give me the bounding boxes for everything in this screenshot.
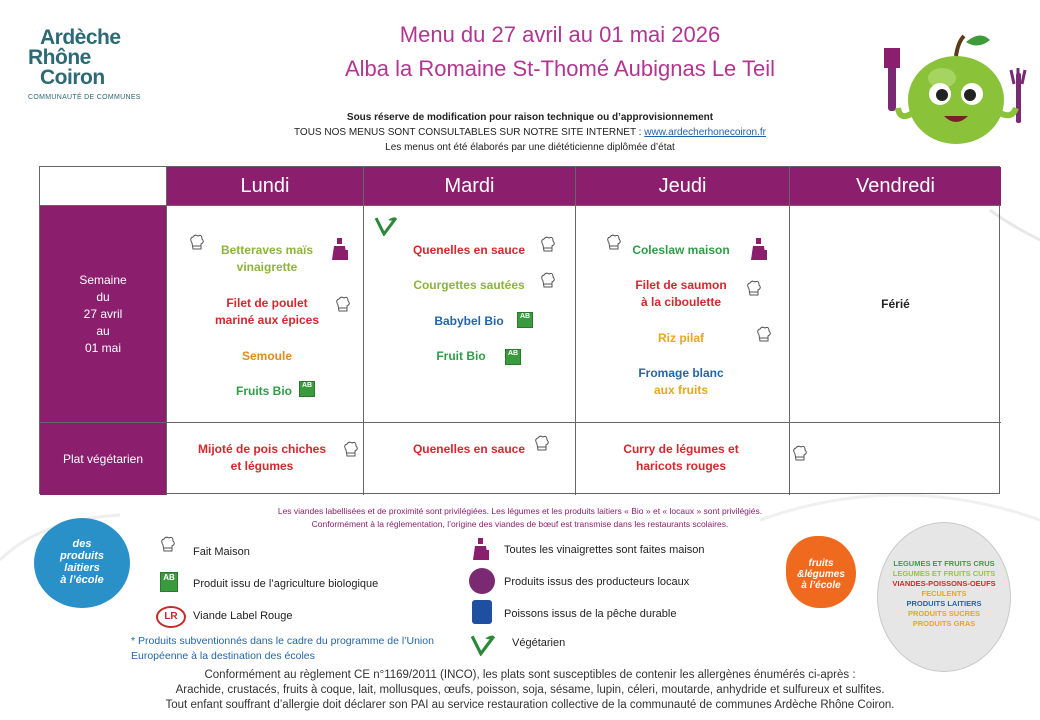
chef-hat-icon [756,326,772,344]
lundi-dish-2b: mariné aux épices [214,313,320,327]
vegetarian-leaf-icon [470,634,496,656]
jeudi-dish-2b: à la ciboulette [640,295,722,309]
food-group-7: PRODUITS GRAS [912,619,976,628]
laitiers-line-a: des [72,538,92,550]
veg-label: Plat végétarien [40,423,167,495]
chef-hat-icon [540,236,556,254]
fruits-line-b: &légumes [797,569,845,580]
lundi-veg-dish [187,441,337,475]
legend-producteurs-locaux: Produits issus des producteurs locaux [504,576,690,588]
legend-bio: Produit issu de l’agriculture biologique [193,578,379,590]
lundi-menu-cell [167,206,364,423]
lundi-veg-b: et légumes [230,459,294,473]
food-group-6: PRODUITS SUCRES [907,609,981,618]
note-beef-origin: Conformément à la réglementation, l’origine des viandes de bœuf est transmise dans les restaurants scolaires. [311,519,729,529]
header-lundi: Lundi [167,167,364,206]
vendredi-menu-cell [790,206,1001,423]
jeudi-menu-cell [576,206,790,423]
week-label-1: Semaine [79,272,127,287]
legend-vegetarien: Végétarien [512,637,566,649]
dietitian-line: Les menus ont été élaborés par une diététicienne diplômée d’état [385,142,675,153]
lundi-dish-1b: vinaigrette [236,260,298,274]
week-label-5: 01 mai [84,340,122,355]
mardi-dish-4: Fruit Bio [436,349,486,363]
bio-icon: AB [517,312,533,328]
chef-hat-icon [534,435,550,453]
week-label-3: 27 avril [83,306,123,321]
logo-line2: Rhône [28,46,91,69]
footer-pai: Tout enfant souffrant d’allergie doit déclarer son PAI au service restauration collective de la communauté de communes Ardèche Rhône Coiron. [165,699,895,711]
vinaigrette-bottle-icon [750,238,768,260]
legend-peche-durable: Poissons issus de la pêche durable [504,608,677,620]
bio-icon: AB [505,349,521,365]
jeudi-veg-b: haricots rouges [635,459,727,473]
website-line [200,127,860,138]
fruits-legumes-badge [786,536,856,608]
jeudi-dish-4 [616,365,746,399]
fruits-line-c: à l’école [801,580,841,591]
food-group-4: FECULENTS [921,589,967,598]
food-group-5: PRODUITS LAITIERS [906,599,982,608]
jeudi-dish-2a: Filet de saumon [635,278,727,292]
header-empty-cell [40,167,167,206]
food-group-3: VIANDES-POISSONS-OEUFS [892,579,996,588]
legend-vinaigrettes: Toutes les vinaigrettes sont faites maison [504,544,705,556]
mardi-dish-2: Courgettes sautées [413,278,525,292]
lundi-dish-2 [197,295,337,329]
jeudi-veg-a: Curry de légumes et [623,442,739,456]
week-label [40,206,167,423]
website-link[interactable]: www.ardecherhonecoiron.fr [644,127,766,138]
label-rouge-icon: LR [156,606,186,628]
legend-subvention-b: Européenne à la destination des écoles [131,650,315,662]
week-label-4: au [96,323,110,338]
lundi-veg-a: Mijoté de pois chiches [197,442,327,456]
jeudi-veg-dish [606,441,756,475]
jeudi-dish-4b: aux fruits [653,383,708,397]
chef-hat-icon [160,536,176,554]
vinaigrette-bottle-icon [331,238,349,260]
jeudi-dish-3: Riz pilaf [657,331,704,345]
footer-allergen-reg: Conformément au règlement CE n°1169/2011 (INCO), les plats sont susceptibles de contenir les allergènes énumérés ci-après : [204,669,856,681]
chef-hat-icon [343,441,359,459]
lundi-dish-4: Fruits Bio [236,384,292,398]
bio-icon: AB [299,381,315,397]
jeudi-veg-cell [576,423,790,495]
produits-laitiers-badge [34,518,130,608]
week-label-2: du [96,289,110,304]
lundi-dish-1a: Betteraves maïs [220,243,314,257]
laitiers-line-b: produits [60,550,104,562]
jeudi-dish-4a: Fromage blanc [638,366,724,380]
mardi-menu-cell [364,206,576,423]
vinaigrette-bottle-icon [472,538,490,560]
logo-subtitle: COMMUNAUTÉ DE COMMUNES [28,94,141,101]
fruits-line-a: fruits [808,558,834,569]
website-prefix: TOUS NOS MENUS SONT CONSULTABLES SUR NOTRE SITE INTERNET : [294,127,645,138]
lundi-dish-2a: Filet de poulet [226,296,308,310]
jeudi-dish-2 [616,277,746,311]
food-group-2: LEGUMES ET FRUITS CUITS [892,569,996,578]
vendredi-ferie: Férié [881,297,910,311]
header-jeudi: Jeudi [576,167,790,206]
mardi-dish-3: Babybel Bio [434,314,504,328]
logo-line1: Ardèche [40,26,121,49]
lundi-dish-3: Semoule [241,349,292,363]
chef-hat-icon [540,272,556,290]
vegetarian-leaf-icon [374,216,398,236]
legend-label-rouge: Viande Label Rouge [193,610,293,622]
header-vendredi: Vendredi [790,167,1001,206]
mardi-veg-dish: Quenelles en sauce [412,442,526,456]
food-groups-circle [877,522,1011,672]
legend-fait-maison: Fait Maison [193,546,250,558]
lundi-veg-cell [167,423,364,495]
disclaimer: Sous réserve de modification pour raison technique ou d’approvisionnement [346,112,714,123]
logo-ardeche-rhone-coiron [28,28,158,120]
mardi-dish-1: Quenelles en sauce [412,243,526,257]
header-mardi: Mardi [364,167,576,206]
bio-icon: AB [160,572,178,592]
producteurs-locaux-icon [469,568,495,594]
jeudi-dish-1: Coleslaw maison [632,243,730,257]
footer-allergen-list: Arachide, crustacés, fruits à coque, lait, mollusques, œufs, poisson, soja, sésame, lupin, céleri, moutarde, anhydride et sulfureux et sulfites. [175,684,885,696]
laitiers-line-d: à l’école [60,574,104,586]
lundi-dish-1 [197,242,337,276]
menu-table [39,166,1000,494]
laitiers-line-c: laitiers [64,562,100,574]
note-labels: Les viandes labellisées et de proximité sont privilégiées. Les légumes et les produits laitiers « Bio » et « locaux » sont privilégiés. [277,506,763,516]
apple-mascot-icon [878,28,1028,148]
legend-subvention-a: * Produits subventionnés dans le cadre du programme de l’Union [131,635,434,647]
menu-schools: Alba la Romaine St-Thomé Aubignas Le Teil [344,56,776,81]
peche-durable-icon [472,600,492,624]
mardi-veg-cell [364,423,576,495]
chef-hat-icon [746,280,762,298]
logo-line3: Coiron [40,66,105,89]
vendredi-veg-cell [790,423,1001,495]
chef-hat-icon [335,296,351,314]
menu-title: Menu du 27 avril au 01 mai 2026 [399,22,721,47]
food-group-1: LEGUMES ET FRUITS CRUS [893,559,995,568]
